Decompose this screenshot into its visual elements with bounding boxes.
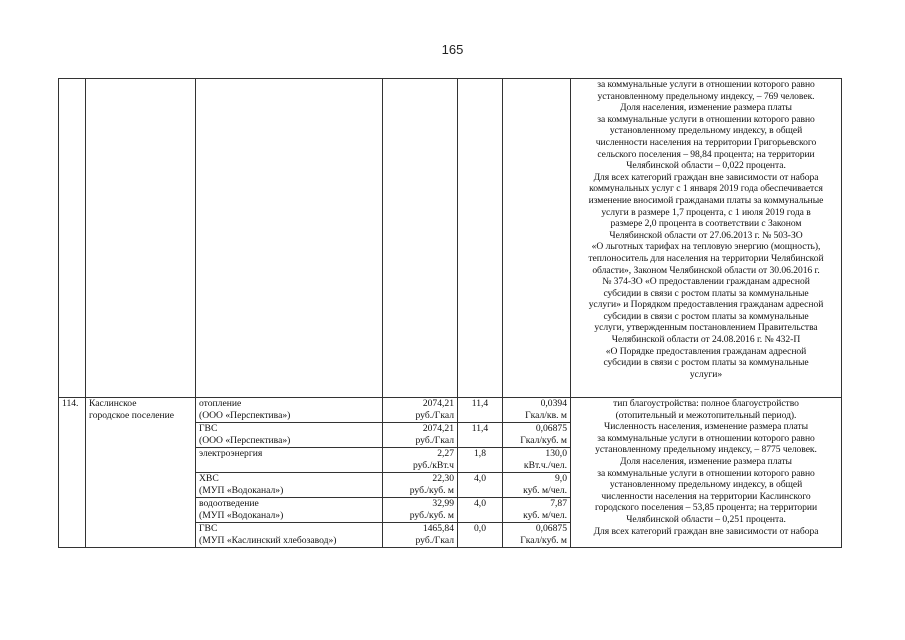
tariff-unit: руб./Гкал xyxy=(415,409,454,421)
tariff-unit: руб./Гкал xyxy=(415,434,454,446)
volume-value: 0,0394 xyxy=(540,398,567,409)
volume-cell xyxy=(503,423,571,448)
entry-name-line1: Каслинское xyxy=(89,398,137,409)
pct-value: 1,8 xyxy=(474,448,486,459)
pct-cell xyxy=(458,398,503,423)
volume-unit: куб. м/чел. xyxy=(523,509,567,521)
pct-value: 4,0 xyxy=(474,498,486,509)
tariff-value: 32,99 xyxy=(432,498,454,509)
volume-unit: Гкал/кв. м xyxy=(525,409,567,421)
service-name: отопление xyxy=(199,398,242,409)
service-name-cell xyxy=(196,448,383,473)
volume-cell xyxy=(503,473,571,498)
number-cell xyxy=(59,79,86,398)
pct-cell xyxy=(458,473,503,498)
service-name-cell xyxy=(196,498,383,523)
volume-value: 7,87 xyxy=(550,498,567,509)
volume-value: 9,0 xyxy=(555,473,567,484)
tariff-value: 2074,21 xyxy=(422,423,454,434)
continuation-row xyxy=(59,79,842,398)
service-provider: (МУП «Водоканал») xyxy=(199,509,284,521)
tariff-value: 1465,84 xyxy=(422,523,454,534)
service-cell xyxy=(196,79,383,398)
tariff-unit: руб./кВт.ч xyxy=(412,459,454,471)
service-provider: (МУП «Каслинский хлебозавод») xyxy=(199,534,337,546)
volume-value: 0,06875 xyxy=(535,523,567,534)
service-provider: (МУП «Водоканал») xyxy=(199,484,284,496)
service-name: ХВС xyxy=(199,473,219,484)
volume-cell xyxy=(503,523,571,548)
tariff-table xyxy=(58,78,842,548)
pct-cell xyxy=(458,523,503,548)
pct-value: 11,4 xyxy=(471,423,489,434)
pct-cell xyxy=(458,79,503,398)
tariff-cell xyxy=(383,473,458,498)
volume-value: 0,06875 xyxy=(535,423,567,434)
volume-cell xyxy=(503,448,571,473)
pct-cell xyxy=(458,423,503,448)
name-cell xyxy=(86,79,196,398)
volume-cell xyxy=(503,79,571,398)
service-name-cell xyxy=(196,473,383,498)
tariff-cell xyxy=(383,398,458,423)
tariff-cell xyxy=(383,79,458,398)
volume-unit: кВт.ч./чел. xyxy=(523,459,567,471)
tariff-value: 2,27 xyxy=(437,448,454,459)
entry-description: тип благоустройства: полное благоустройство (отопительный и межотопительный период). Численность населения, изменение размера платы за коммунальные услуги в отношении которого равно установленному предельному индексу, – 8775 человек. Доля населения, изменение размера платы за коммунальные услуги в отношении которого равно установленному предельному индексу, в общей численности населения на территории Каслинского городского поселения – 53,85 процента; на территории Челябинской области – 0,251 процента. Для всех категорий граждан вне зависимости от набора xyxy=(571,398,842,548)
continuation-description: за коммунальные услуги в отношении которого равно установленному предельному индексу, – 769 человек. Доля населения, изменение размера платы за коммунальные услуги в отношении которого равно установленному предельному индексу, в общей численности населения на территории Григорьевского сельского поселения – 98,84 процента; на территории Челябинской области – 0,022 процента. Для всех категорий граждан вне зависимости от набора коммунальных услуг с 1 января 2019 года обеспечивается изменение вносимой гражданами платы за коммунальные услуги в размере 1,7 процента, с 1 июля 2019 года в размере 2,0 процента в соответствии с Законом Челябинской области от 27.06.2013 г. № 503-ЗО «О льготных тарифах на тепловую энергию (мощность), теплоноситель для населения на территории Челябинской области», Законом Челябинской области от 30.06.2016 г. № 374-ЗО «О предоставлении гражданам адресной субсидии в связи с ростом платы за коммунальные услуги» и Порядком предоставления гражданам адресной субсидии в связи с ростом платы за коммунальные услуги, утвержденным постановлением Правительства Челябинской области от 24.08.2016 г. № 432-П «О Порядке предоставления гражданам адресной субсидии в связи с ростом платы за коммунальные услуги» xyxy=(571,79,842,398)
pct-cell xyxy=(458,498,503,523)
service-name: водоотведение xyxy=(199,498,259,509)
service-name: ГВС xyxy=(199,523,218,534)
pct-value: 0,0 xyxy=(474,523,486,534)
entry-name-line2: городское поселение xyxy=(89,409,175,421)
volume-cell xyxy=(503,398,571,423)
service-row xyxy=(59,398,842,423)
tariff-cell xyxy=(383,423,458,448)
volume-unit: Гкал/куб. м xyxy=(520,434,567,446)
tariff-cell xyxy=(383,448,458,473)
volume-cell xyxy=(503,498,571,523)
volume-value: 130,0 xyxy=(545,448,567,459)
entry-number: 114. xyxy=(59,398,86,548)
tariff-cell xyxy=(383,498,458,523)
volume-unit: Гкал/куб. м xyxy=(520,534,567,546)
tariff-unit: руб./Гкал xyxy=(415,534,454,546)
service-name-cell xyxy=(196,523,383,548)
page-number: 165 xyxy=(441,42,464,57)
tariff-unit: руб./куб. м xyxy=(409,484,454,496)
tariff-value: 2074,21 xyxy=(422,398,454,409)
service-provider: (ООО «Перспектива») xyxy=(199,409,291,421)
tariff-value: 22,30 xyxy=(432,473,454,484)
tariff-cell xyxy=(383,523,458,548)
volume-unit: куб. м/чел. xyxy=(523,484,567,496)
service-name-cell xyxy=(196,423,383,448)
entry-name xyxy=(86,398,196,548)
service-name-cell xyxy=(196,398,383,423)
pct-value: 11,4 xyxy=(471,398,489,409)
service-name: электроэнергия xyxy=(199,448,263,459)
pct-value: 4,0 xyxy=(474,473,486,484)
tariff-unit: руб./куб. м xyxy=(409,509,454,521)
pct-cell xyxy=(458,448,503,473)
service-name: ГВС xyxy=(199,423,218,434)
service-provider: (ООО «Перспектива») xyxy=(199,434,291,446)
